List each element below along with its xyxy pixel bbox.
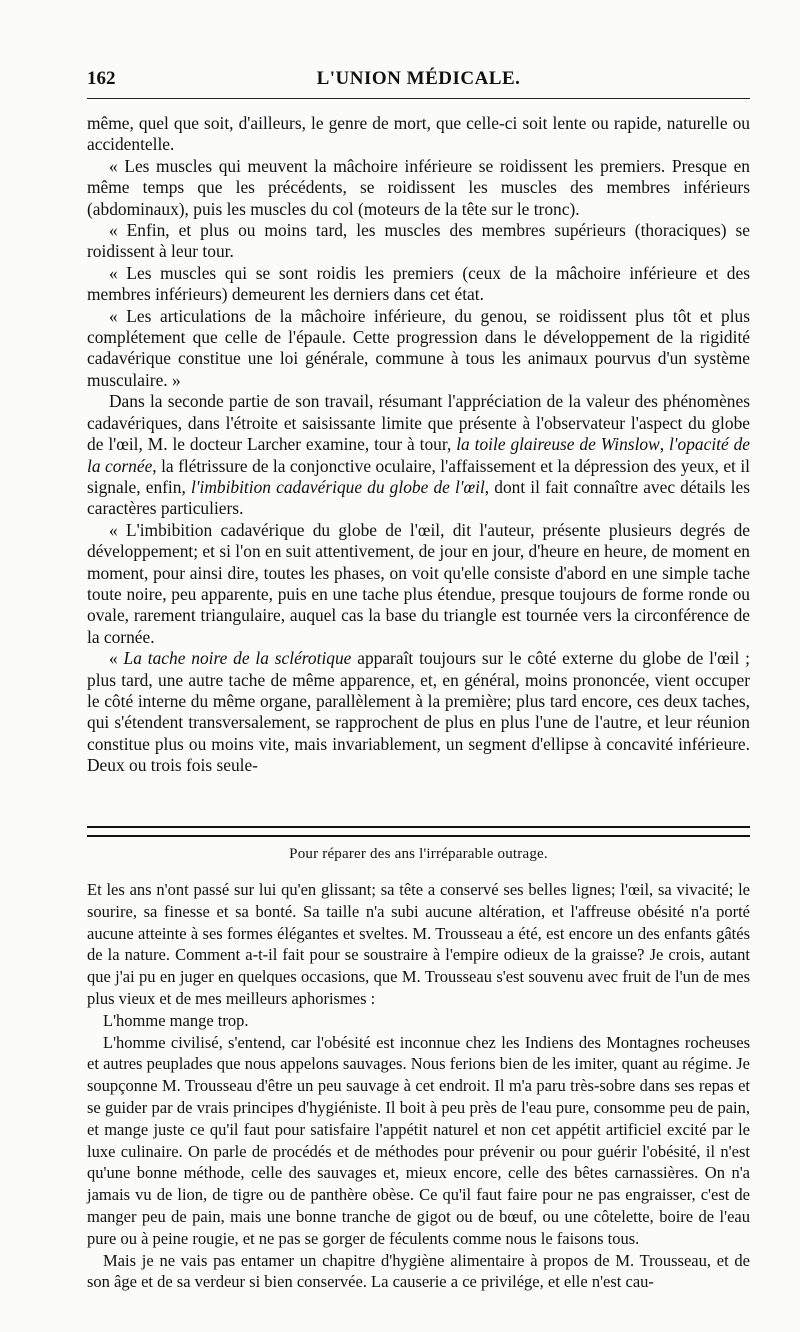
- text-run: « Les muscles qui se sont roidis les premiers (ceux de la mâchoire inférieure et des membres inférieurs) demeurent les derniers dans cet état.: [87, 262, 750, 305]
- italic-phrase: la toile glaireuse de Winslow: [456, 434, 660, 455]
- text-run: « Les articulations de la mâchoire inférieure, du genou, se roidissent plus tôt et plus complétement que celle de l'épaule. Cette progression dans le développement de la rigidité cadavérique constitue une loi générale, commune à tous les animaux pourvus d'un système musculaire. »: [87, 305, 750, 390]
- article-paragraph: [87, 113, 750, 156]
- feuilleton-separator: [87, 826, 750, 837]
- header-rule: [87, 98, 750, 99]
- article-paragraph: [87, 220, 750, 263]
- page-header: [87, 68, 750, 96]
- text-run: « Enfin, et plus ou moins tard, les muscles des membres supérieurs (thoraciques) se roidissent à leur tour.: [87, 220, 750, 262]
- article-paragraph: [87, 648, 750, 776]
- text-run: , dont il fait connaître avec détails les caractères particuliers.: [87, 476, 750, 519]
- article-paragraph: [87, 520, 750, 648]
- feuilleton-paragraph: Mais je ne vais pas entamer un chapitre d'hygiène alimentaire à propos de M. Trousseau, et de son âge et de sa verdeur si bien conservée. La causerie a ce privilége, et elle n'est cau-: [87, 1250, 750, 1292]
- article-paragraph: [87, 391, 750, 519]
- text-run: « L'imbibition cadavérique du globe de l'œil, dit l'auteur, présente plusieurs degrés de développement; et si l'on en suit attentivement, de jour en jour, d'heure en heure, de moment en moment, pour ainsi dire, toutes les phases, on voit qu'elle consiste d'abord en une simple tache toute noire, peu apparente, puis en une tache plus étendue, presque toujours de forme ronde ou ovale, rarement triangulaire, auquel cas la base du triangle est tournée vers la circonférence de la cornée.: [87, 519, 750, 647]
- italic-phrase: La tache noire de la sclérotique: [123, 648, 352, 669]
- text-run: ,: [659, 434, 669, 455]
- article-body: [87, 113, 750, 777]
- italic-phrase: l'imbibition cadavérique du globe de l'œil: [190, 476, 485, 497]
- text-run: Dans la seconde partie de son travail, résumant l'appréciation de la valeur des phénomènes cadavériques, dans l'étroite et saisissante limite que présente à l'observateur l'aspect du globe de l'œil, M. le docteur Larcher examine, tour à tour,: [87, 391, 750, 455]
- text-run: «: [109, 648, 124, 669]
- page-number: 162: [87, 68, 116, 89]
- italic-phrase: l'opacité de la cornée: [87, 434, 751, 476]
- text-run: même, quel que soit, d'ailleurs, le genre de mort, que celle-ci soit lente ou rapide, naturelle ou accidentelle.: [87, 113, 750, 155]
- article-paragraph: [87, 263, 750, 306]
- feuilleton-title: Pour réparer des ans l'irréparable outrage.: [289, 846, 548, 862]
- feuilleton-paragraph: L'homme mange trop.: [103, 1010, 249, 1030]
- article-paragraph: [87, 156, 750, 220]
- journal-title: L'UNION MÉDICALE.: [316, 68, 521, 89]
- feuilleton-paragraph: Et les ans n'ont passé sur lui qu'en glissant; sa tête a conservé ses belles lignes; l'œil, sa vivacité; le sourire, sa finesse et sa bonté. Sa taille n'a subi aucune altération, et l'affreuse obésité n'a porté aucune atteinte à ses formes élégantes et sveltes. M. Trousseau a été, est encore un des enfants gâtés de la nature. Comment a-t-il fait pour se soustraire à l'empire odieux de la graisse? Je crois, autant que j'ai pu en juger en quelques occasions, que M. Trousseau s'est souvenu avec fruit de l'un de mes plus vieux et de mes meilleurs aphorismes :: [87, 880, 750, 1008]
- feuilleton-body: [87, 879, 750, 1293]
- feuilleton-paragraph: L'homme civilisé, s'entend, car l'obésité est inconnue chez les Indiens des Montagnes rocheuses et autres peuplades que nous appelons sauvages. Nous ferions bien de les imiter, quant au régime. Je soupçonne M. Trousseau d'être un peu sauvage à cet endroit. Il m'a paru très-sobre dans ses repas et se guider par de vrais principes d'hygiéniste. Il boit à peu près de l'eau pure, consomme peu de pain, et mange juste ce qu'il faut pour satisfaire l'appétit naturel et non cet appétit artificiel excité par le luxe culinaire. On parle de procédés et de méthodes pour prévenir ou pour guérir l'obésité, il n'est qu'une bonne méthode, celle des sauvages et, mieux encore, celle des bêtes carnassières. On n'a jamais vu de lion, de tigre ou de panthère obèse. Ce qu'il faut faire pour ne pas engraisser, c'est de manger peu de pain, mais une bonne tranche de gigot ou de bœuf, ou une côtelette, boire de l'eau pure ou à peine rougie, et ne pas se gorger de féculents comme nous le faisons tous.: [87, 1032, 750, 1248]
- text-run: apparaît toujours sur le côté externe du globe de l'œil ; plus tard, une autre tache de même apparence, et, en général, moins prononcée, vient occuper le côté interne du même organe, parallèlement à la première; plus tard encore, ces deux taches, qui s'étendent transversalement, se rapprochent de plus en plus l'une de l'autre, et leur réunion constitue plus ou moins vite, mais invariablement, un segment d'ellipse à concavité inférieure. Deux ou trois fois seule-: [87, 648, 750, 776]
- text-run: , la flétrissure de la conjonctive oculaire, l'affaissement et la dépression des yeux, et il signale, enfin,: [87, 455, 750, 497]
- text-run: « Les muscles qui meuvent la mâchoire inférieure se roidissent les premiers. Presque en même temps que les précédents, se roidissent les muscles des membres inférieurs (abdominaux), puis les muscles du col (moteurs de la tête sur le tronc).: [87, 155, 750, 219]
- article-paragraph: [87, 306, 750, 392]
